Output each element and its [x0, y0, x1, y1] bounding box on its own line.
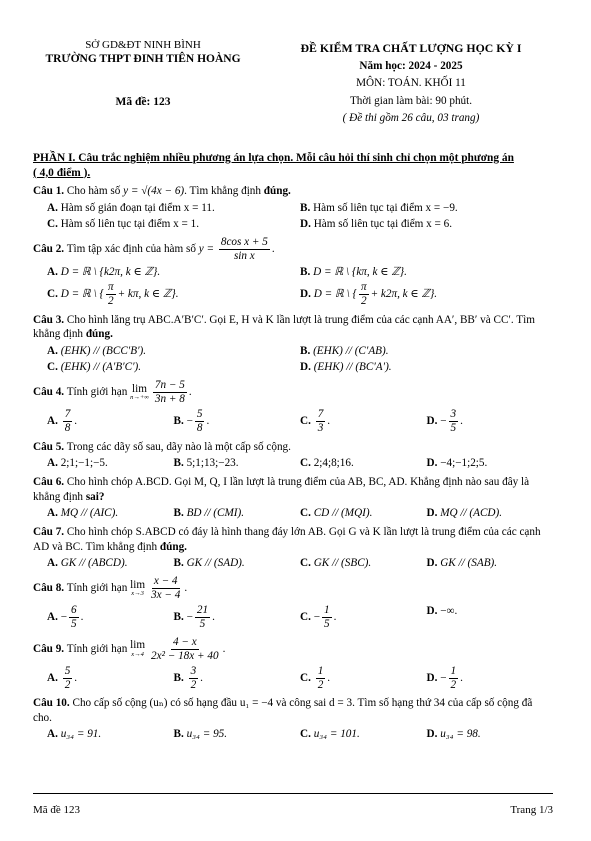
- option-d[interactable]: D. D = ℝ \ { $\frac{\pi}{2}$ + k2π, k ∈ ℤ}.: [300, 281, 438, 308]
- option-a[interactable]: A. (EHK) // (BCC′B′).: [47, 344, 147, 357]
- question-3: Câu 3. Cho hình lăng trụ ABC.A′B′C′. Gọi E, H và K lần lượt là trung điểm của các cạnh AA′, BB′ và CC′. Tìm khẳng định đúng. A. (EHK) // (BCC′B′). B. (EHK) // (C′AB). C. (EHK) // (A′B′C′). D. (EHK) // (BC′A′).: [33, 313, 553, 375]
- option-a[interactable]: A. u₃₄ = 91.: [47, 728, 102, 741]
- option-b[interactable]: B. (EHK) // (C′AB).: [300, 344, 389, 357]
- question-7: Câu 7. Cho hình chóp S.ABCD có đáy là hình thang đáy lớn AB. Gọi G và K lần lượt là trung điểm của các cạnh AD và BC. Tìm khẳng định đúng. A. GK // (ABCD). B. GK // (SAD). C. GK // (SBC). D. GK // (SAB).: [33, 525, 553, 571]
- option-b[interactable]: B. − $\frac{5}{8}$ .: [173, 408, 210, 434]
- option-c[interactable]: C. u₃₄ = 101.: [300, 728, 360, 741]
- option-b[interactable]: B. 5;1;13;−23.: [173, 457, 239, 470]
- option-d[interactable]: D. Hàm số liên tục tại điểm x = 6.: [300, 217, 453, 230]
- question-1: Câu 1. Cho hàm số y = √(4x − 6). Tìm khẳng định đúng. A. Hàm số gián đoạn tại điểm x = 11. B. Hàm số liên tục tại điểm x = −9. C. Hàm số liên tục tại điểm x = 1. D. Hàm số liên tục tại điểm x = 6.: [33, 184, 553, 232]
- answer-options: [33, 200, 553, 233]
- option-c[interactable]: C. (EHK) // (A′B′C′).: [47, 360, 142, 373]
- option-d[interactable]: D. (EHK) // (BC′A′).: [300, 360, 392, 373]
- option-a[interactable]: A. $\frac{7}{8}$ .: [47, 408, 78, 434]
- page-footer: [33, 793, 553, 817]
- option-c[interactable]: C. $\frac{1}{2}$ .: [300, 664, 331, 691]
- exam-header: [33, 38, 553, 138]
- option-d[interactable]: D. − $\frac{1}{2}$ .: [426, 664, 463, 691]
- option-d[interactable]: D. −4;−1;2;5.: [426, 457, 488, 470]
- department-name: SỞ GD&ĐT NINH BÌNH: [85, 39, 201, 51]
- exam-title: ĐỀ KIỂM TRA CHẤT LƯỢNG HỌC KỲ I: [300, 41, 522, 55]
- option-c[interactable]: C. D = ℝ \ { $\frac{\pi}{2}$ + kπ, k ∈ ℤ}.: [47, 281, 179, 308]
- page-number: Trang 1/3: [510, 804, 553, 816]
- footer-exam-code: Mã đề 123: [33, 804, 81, 816]
- option-a[interactable]: A. 2;1;−1;−5.: [47, 457, 108, 470]
- option-b[interactable]: B. $\frac{3}{2}$ .: [173, 664, 203, 691]
- option-d[interactable]: D. MQ // (ACD).: [426, 507, 503, 520]
- option-b[interactable]: B. GK // (SAD).: [173, 557, 245, 570]
- exam-content: [33, 151, 553, 742]
- question-2: Câu 2. Tìm tập xác định của hàm số y = $\frac{\text{8cos x + 5}}{\text{sin x}}$ . A. D = ℝ \ {k2π, k ∈ ℤ}. B. D = ℝ \ {kπ, k ∈ ℤ}. C. D = ℝ \ { $\frac{\pi}{2}$ + kπ, k ∈ ℤ}. D. D = ℝ \ { $\frac{\pi}{2}$ + k2π, k ∈ ℤ}.: [33, 236, 553, 309]
- option-c[interactable]: C. Hàm số liên tục tại điểm x = 1.: [47, 217, 200, 230]
- answer-options: [33, 264, 553, 309]
- option-b[interactable]: B. Hàm số liên tục tại điểm x = −9.: [300, 201, 458, 214]
- question-4: Câu 4. Tính giới hạn lim n→+∞ $\frac{7n - 5}{3n + 8}$ . A. $\frac{7}{8}$ . B. − $\frac{5}{8}$ . C. $\frac{7}{3}$ . D. − $\frac{3}{5}$ .: [33, 379, 553, 436]
- option-a[interactable]: A. GK // (ABCD).: [47, 557, 128, 570]
- school-block: [33, 38, 253, 110]
- school-name: TRƯỜNG THPT ĐINH TIÊN HOÀNG: [45, 53, 241, 66]
- answer-options: [33, 407, 553, 436]
- option-c[interactable]: C. CD // (MQI).: [300, 507, 373, 520]
- question-10: Câu 10. Cho cấp số cộng (uₙ) có số hạng đầu u₁ = −4 và công sai d = 3. Tìm số hạng thứ 34 của cấp số cộng đã cho. A. u₃₄ = 91. B. u₃₄ = 95. C. u₃₄ = 101. D. u₃₄ = 98.: [33, 696, 553, 742]
- limit-symbol: lim n→+∞: [130, 382, 149, 402]
- option-a[interactable]: A. D = ℝ \ {k2π, k ∈ ℤ}.: [47, 265, 161, 278]
- option-b[interactable]: B. − $\frac{21}{5}$ .: [173, 604, 215, 631]
- option-c[interactable]: C. GK // (SBC).: [300, 557, 372, 570]
- option-b[interactable]: B. BD // (CMI).: [173, 507, 245, 520]
- option-b[interactable]: B. D = ℝ \ {kπ, k ∈ ℤ}.: [300, 265, 407, 278]
- exam-code: Mã đề: 123: [115, 95, 171, 108]
- option-d[interactable]: D. −∞.: [426, 605, 458, 618]
- exam-info-block: [269, 38, 553, 125]
- answer-options: [33, 555, 553, 571]
- answer-options: [33, 726, 553, 742]
- answer-options: [33, 455, 553, 471]
- fraction: $\frac{\text{8cos x + 5}}{\text{sin x}}$: [220, 236, 268, 263]
- answer-options: [33, 343, 553, 376]
- question-8: Câu 8. Tính giới hạn lim x→3 $\frac{x - 4}{3x - 4}$ . A. − $\frac{6}{5}$ . B. − $\frac{21}{5}$ . C. − $\frac{1}{5}$ . D. −∞.: [33, 575, 553, 632]
- answer-options: [33, 505, 553, 521]
- part-title: PHẦN I. Câu trắc nghiệm nhiều phương án lựa chọn. Mỗi câu hỏi thí sinh chỉ chọn một phương án ( 4,0 điểm ).: [33, 152, 514, 179]
- option-c[interactable]: C. $\frac{7}{3}$ .: [300, 408, 331, 434]
- question-5: Câu 5. Trong các dãy số sau, dãy nào là một cấp số cộng. A. 2;1;−1;−5. B. 5;1;13;−23. C. 2;4;8;16. D. −4;−1;2;5.: [33, 440, 553, 472]
- option-a[interactable]: A. − $\frac{6}{5}$ .: [47, 604, 84, 631]
- time-limit: Thời gian làm bài: 90 phút.: [349, 94, 473, 107]
- option-a[interactable]: A. $\frac{5}{2}$ .: [47, 664, 78, 691]
- school-year: Năm học: 2024 - 2025: [359, 60, 463, 73]
- option-c[interactable]: C. 2;4;8;16.: [300, 457, 354, 470]
- question-6: Câu 6. Cho hình chóp A.BCD. Gọi M, Q, I lần lượt là trung điểm của AB, BC, AD. Khẳng định nào sau đây là khẳng định sai? A. MQ // (AIC). B. BD // (CMI). C. CD // (MQI). D. MQ // (ACD).: [33, 475, 553, 521]
- option-d[interactable]: D. GK // (SAB).: [426, 557, 498, 570]
- limit-symbol: lim x→4: [130, 639, 146, 658]
- option-a[interactable]: A. MQ // (AIC).: [47, 507, 119, 520]
- option-a[interactable]: A. Hàm số gián đoạn tại điểm x = 11.: [47, 201, 215, 214]
- question-9: Câu 9. Tính giới hạn lim x→4 $\frac{4 - x}{\text{2x² − 18x + 40}}$ . A. $\frac{5}{2}$ . B. $\frac{3}{2}$ . C. $\frac{1}{2}$ . D. − $\frac{1}{2}$ .: [33, 636, 553, 693]
- subject: MÔN: TOÁN. KHỐI 11: [356, 77, 466, 90]
- answer-options: [33, 603, 553, 632]
- option-d[interactable]: D. − $\frac{3}{5}$ .: [426, 408, 463, 434]
- option-b[interactable]: B. u₃₄ = 95.: [173, 728, 228, 741]
- option-c[interactable]: C. − $\frac{1}{5}$ .: [300, 604, 337, 631]
- page-note: ( Đề thi gồm 26 câu, 03 trang): [342, 112, 480, 125]
- answer-options: [33, 664, 553, 693]
- option-d[interactable]: D. u₃₄ = 98.: [426, 728, 481, 741]
- limit-symbol: lim x→3: [130, 578, 146, 598]
